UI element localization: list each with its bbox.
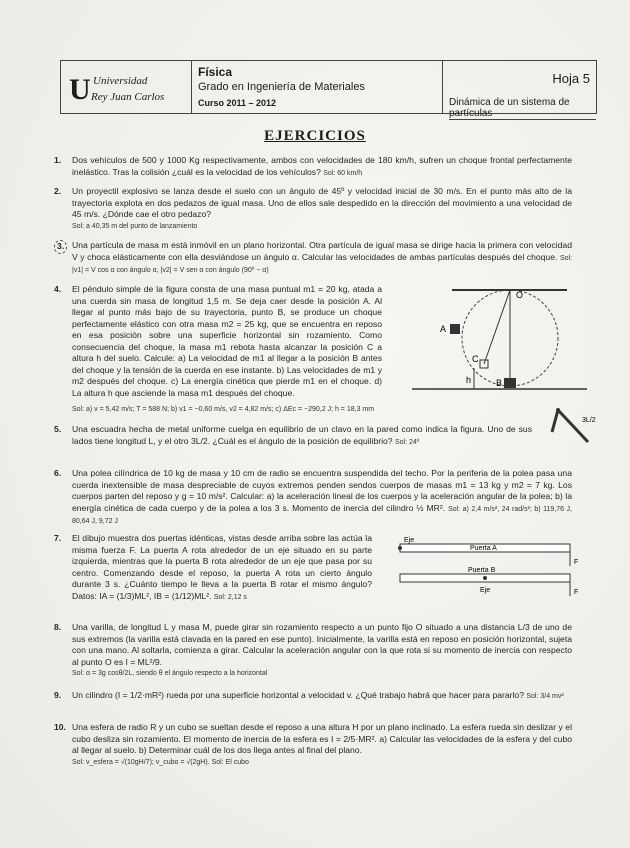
label-door-b: Puerta B — [468, 567, 496, 574]
exercise-number: 2. — [54, 186, 62, 196]
exercise-number: 8. — [54, 622, 62, 632]
exercise-4-solution — [72, 404, 572, 416]
label-door-a: Puerta A — [470, 545, 497, 552]
exercise-text: Una escuadra hecha de metal uniforme cuelga en equilibrio de un clavo en la pared como indica la figura. Uno de sus lados tiene longitud L, y el otro 3L/2. ¿Cuál es el ángulo de la posición de equilibrio? — [72, 424, 532, 446]
sheet-info — [443, 61, 596, 119]
course-year: Curso 2011 – 2012 — [198, 98, 277, 108]
sheet-number: Hoja 5 — [552, 71, 590, 86]
exercise-solution: Sol: v_esfera = √(10gH/7); v_cubo = √(2gH). Sol: El cubo — [72, 758, 249, 766]
label-b: B — [496, 378, 503, 388]
mass-b — [504, 378, 516, 388]
exercise-5 — [54, 424, 532, 448]
university-logo — [61, 61, 192, 113]
degree-name: Grado en Ingeniería de Materiales — [198, 81, 365, 93]
label-eje-b: Eje — [480, 587, 491, 594]
exercise-7 — [54, 533, 372, 603]
mass-a — [450, 324, 460, 334]
exercise-solution: Sol: 60 km/h — [323, 169, 363, 177]
label-force-a: F — [574, 559, 579, 566]
exercise-text: Dos vehículos de 500 y 1000 Kg respectivamente, ambos con velocidades de 180 km/h, sufren un choque frontal perfectamente inelástico. Tras la colisión ¿cuál es la velocidad de los vehículos? — [72, 155, 572, 177]
exercise-text: Un proyectil explosivo se lanza desde el suelo con un ángulo de 45º y velocidad inicial de 30 m/s. En el punto más alto de la trayectoria explota en dos pedazos de igual masa. Uno de ellos sale despedido en la dirección del movimiento a una velocidad de 45 m/s. ¿Dónde cae el otro pedazo? — [72, 186, 572, 219]
exercise-text: Una esfera de radio R y un cubo se sueltan desde el reposo a una altura H por un plano inclinado. La esfera rueda sin deslizar y el cubo desliza sin rozamiento. El momento de inercia de la esfera es I = 2/5·MR². a) Calcular las velocidades de la esfera y del cubo al llegar al suelo. b) Determinar cuál de los dos llega antes al final del plano. — [72, 722, 572, 755]
exercise-8 — [54, 622, 572, 680]
exercise-solution: Sol: 2,12 s — [213, 593, 247, 601]
exercise-number: 1. — [54, 155, 62, 165]
exercise-10 — [54, 722, 572, 768]
exercise-text: Una polea cilíndrica de 10 kg de masa y 10 cm de radio se encuentra suspendida del techo. Por la periferia de la polea pasa una cuerda inextensible de masa despreciable de cuyos extremos penden sendos cuerpos de masas m1 = 13 kg y m2 = 7 kg. Los cuerpos parten del reposo y g = 10 m/s². Calcular: a) la aceleración lineal de los cuerpos y la aceleración angular de la polea; b) la energía cinética de cada cuerpo y de la polea a los 3 s. Momento de inercia del cilindro ½ MR². — [72, 468, 572, 513]
exercise-number: 7. — [54, 533, 62, 543]
document-header — [60, 60, 597, 119]
exercise-9 — [54, 690, 572, 703]
exercise-6 — [54, 468, 573, 528]
label-o: O — [516, 290, 524, 300]
label-force-b: F — [574, 589, 579, 596]
exercise-solution: Sol: a 40,35 m del punto de lanzamiento — [72, 222, 198, 230]
exercise-text: Una partícula de masa m está inmóvil en un plano horizontal. Otra partícula de igual masa se dirige hacia la primera con velocidad V y choca elásticamente con ella desviándose un ángulo α. Calcular las velocidades de ambas partículas después del choque. — [72, 240, 572, 262]
page-title: EJERCICIOS — [264, 128, 366, 144]
exercise-solution: Sol: a) v = 5,42 m/s; T = 588 N; b) v1 = −0,60 m/s, v2 = 4,82 m/s; c) ΔEc = −290,2 J; h = 18,3 mm — [72, 406, 375, 413]
exercise-number: 5. — [54, 424, 62, 434]
label-3l2: 3L/2 — [582, 417, 596, 424]
exercise-number: 6. — [54, 468, 62, 478]
pendulum-figure — [392, 286, 592, 396]
course-info — [192, 61, 443, 113]
exercise-number: 4. — [54, 284, 62, 294]
sheet-topic: Dinámica de un sistema de partículas — [449, 97, 596, 120]
label-h: h — [466, 375, 472, 385]
doors-figure — [390, 536, 590, 602]
exercise-3 — [57, 240, 573, 277]
exercise-number: 9. — [54, 690, 62, 700]
exercise-2 — [54, 186, 572, 232]
exercise-text: El dibujo muestra dos puertas idénticas, vistas desde arriba sobre las actúa la misma fuerza F. La puerta A rota alrededor de un eje situado en su parte izquierda, mientras que la puerta B rota alrededor de un eje que pasa por su centro. Comenzando desde el reposo, la puerta A rota un cierto ángulo durante 3 s. ¿Cuánto tiempo le lleva a la puerta B rotar el mismo ángulo? Datos: IA = (1/3)ML², IB = (1/12)ML². — [72, 533, 372, 601]
exercise-solution: Sol: |v1| = V cos α con ángulo α, |v2| = V sen α con ángulo (90º − α) — [72, 254, 573, 274]
exercise-number: 3. — [54, 240, 67, 254]
exercise-4 — [54, 284, 382, 399]
university-name-line1: Universidad — [93, 75, 148, 87]
exercise-number: 10. — [54, 722, 66, 732]
university-u-mark: U — [69, 73, 91, 106]
exercise-solution: Sol: 24º — [394, 438, 420, 446]
exercise-text: Un cilindro (I = 1/2·mR²) rueda por una superficie horizontal a velocidad v. ¿Qué trabajo habrá que hacer para pararlo? — [72, 690, 524, 700]
exercise-solution: Sol: 3/4 mv² — [526, 693, 564, 700]
exercise-1 — [54, 155, 572, 179]
label-c: C — [472, 354, 479, 364]
exercise-text: Una varilla, de longitud L y masa M, puede girar sin rozamiento respecto a un punto fijo O situado a una distancia L/3 de uno de sus extremos (la varilla está clavada en la pared en ese punto). Inicialmente, la varilla está en reposo en posición horizontal, sujeta con una mano. Al soltarla, comienza a girar. Calcular la aceleración angular con la que rota si su momento de inercia con respecto al punto O es I = ML²/9. — [72, 622, 572, 667]
exercise-text: El péndulo simple de la figura consta de una masa puntual m1 = 20 kg, atada a una cuerda sin masa de longitud 1,5 m. Se deja caer desde la posición A. Al llegar al punto más bajo de su trayectoria, punto B, se produce un choque perfectamente elástico con otra masa m2 = 25 kg, que se encuentra en reposo en esa posición sobre una superficie horizontal sin rozamiento. Como consecuencia del choque, la masa m1 rebota hasta alcanzar la posición C a altura h del suelo. Calcule: a) La velocidad de m1 al llegar a la posición B antes del choque y la tensión de la cuerda en ese instante. b) Las velocidades de m1 y m2 después del choque. c) La energía cinética que pierde m1 en el choque. d) La altura h que asciende la masa m1 después del choque. — [72, 284, 382, 398]
subject-name: Física — [198, 65, 233, 79]
university-name-line2: Rey Juan Carlos — [91, 91, 165, 103]
label-eje-a: Eje — [404, 537, 415, 544]
label-a: A — [440, 324, 447, 334]
square-figure — [548, 402, 608, 462]
exercise-solution: Sol: α = 3g cosθ/2L, siendo θ el ángulo respecto a la horizontal — [72, 670, 268, 677]
exercise-solution: Sol: a) 2,4 m/s², 24 rad/s²; b) 119,76 J, 80,64 J, 9,72 J — [72, 505, 573, 525]
